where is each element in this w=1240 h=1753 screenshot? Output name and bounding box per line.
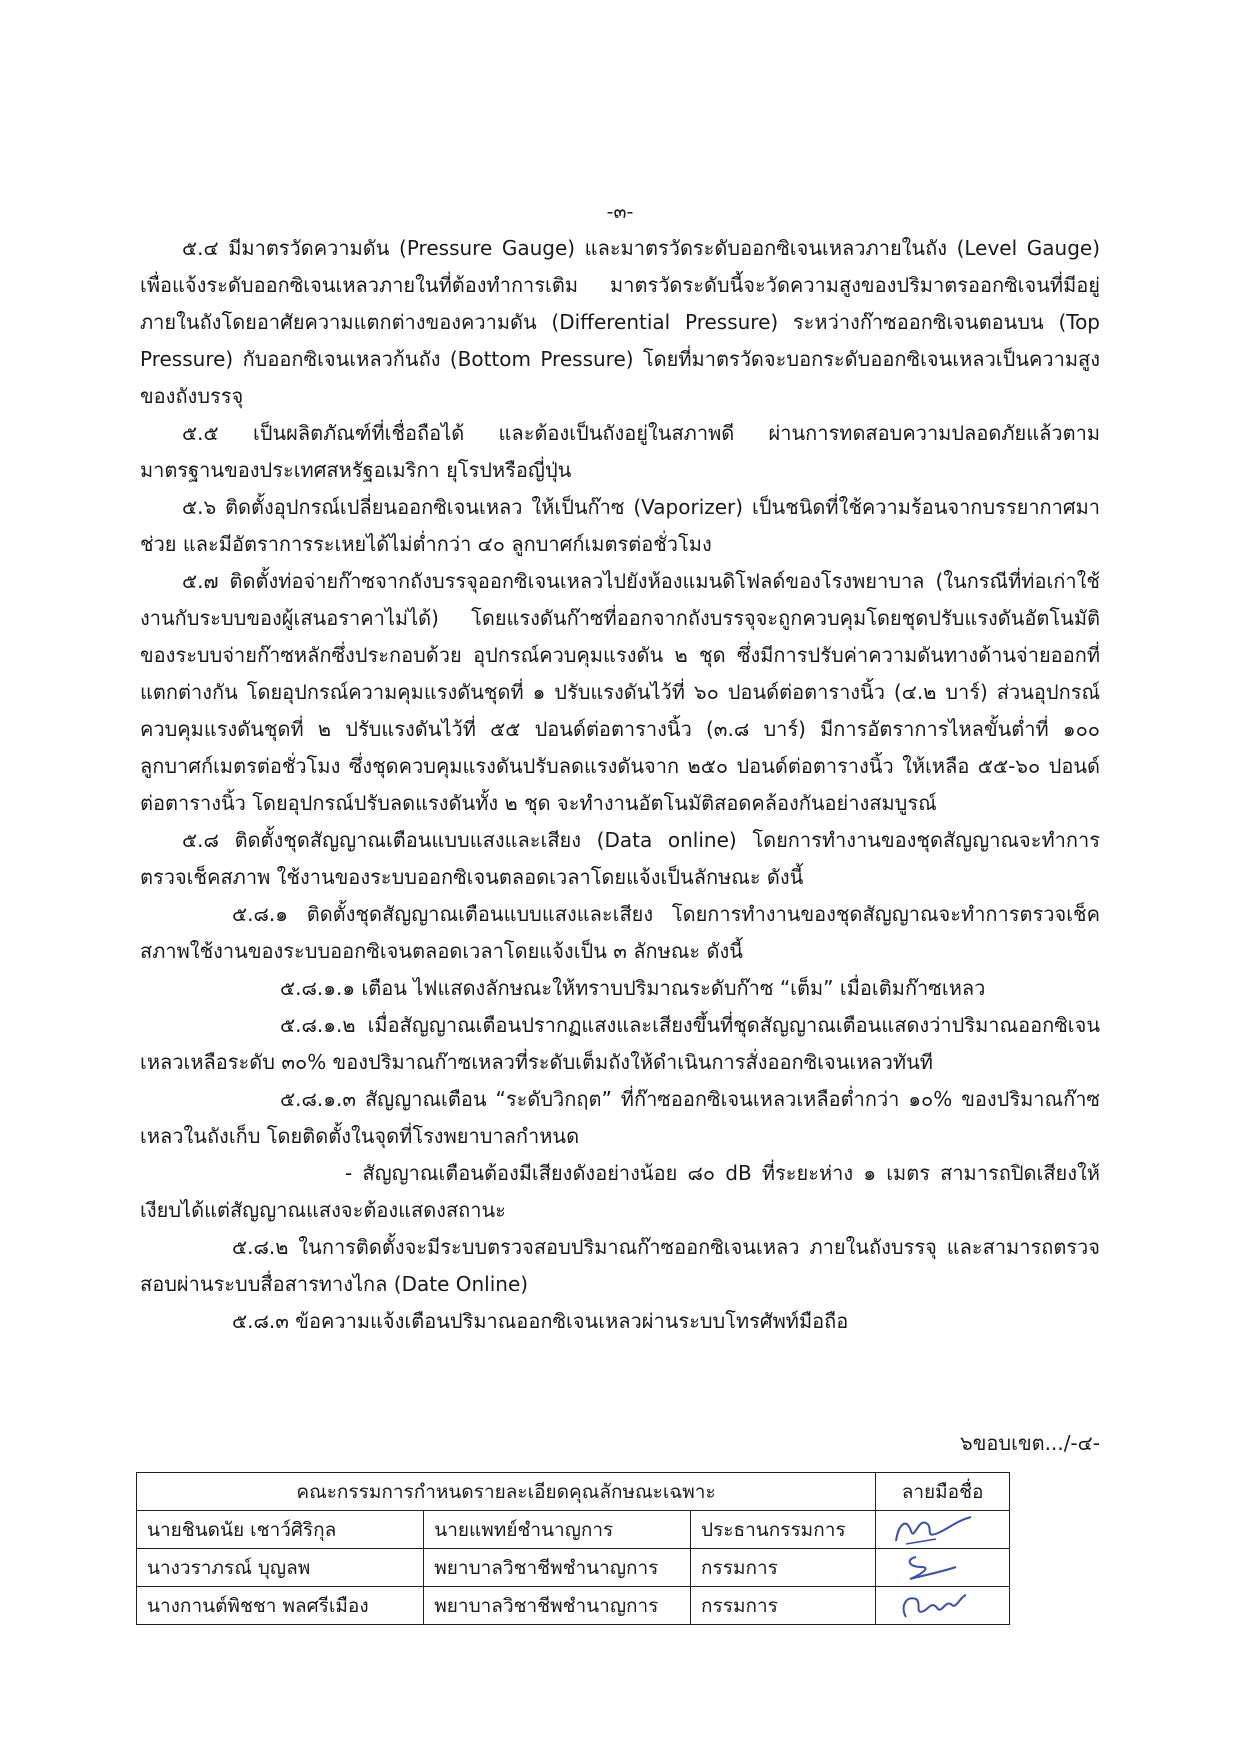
paragraph-5-8-3: ๕.๘.๓ ข้อความแจ้งเตือนปริมาณออกซิเจนเหลวผ่านระบบโทรศัพท์มือถือ — [232, 1309, 849, 1333]
paragraph-5-4: ๕.๔ มีมาตรวัดความดัน (Pressure Gauge) และมาตรวัดระดับออกซิเจนเหลวภายในถัง (Level Gauge) เพื่อแจ้งระดับออกซิเจนเหลวภายในที่ต้องทำการเติม มาตรวัดระดับนี้จะวัดความสูงของปริมาตรออกซิเจนที่มีอยู่ภายในถังโดยอาศัยความแตกต่างของความดัน (Differential Pressure) ระหว่างก๊าซออกซิเจนตอนบน (Top Pressure) กับออกซิเจนเหลวก้นถัง (Bottom Pressure) โดยที่มาตรวัดจะบอกระดับออกซิเจนเหลวเป็นความสูงของถังบรรจุ — [140, 236, 1100, 408]
table-row — [137, 1511, 1010, 1549]
signature-cell — [876, 1587, 1010, 1625]
member-position: นายแพทย์ชำนาญการ — [424, 1511, 691, 1549]
page-number: -๓- — [606, 201, 634, 223]
committee-header-row — [137, 1473, 1010, 1511]
continue-reference: ๖ขอบเขต.../-๔- — [960, 1431, 1100, 1455]
member-name: นางกานต์พิชชา พลศรีเมือง — [137, 1587, 424, 1625]
paragraph-5-8-2: ๕.๘.๒ ในการติดตั้งจะมีระบบตรวจสอบปริมาณก๊าซออกซิเจนเหลว ภายในถังบรรจุ และสามารถตรวจสอบผ่านระบบสื่อสารทางไกล (Date Online) — [140, 1235, 1100, 1296]
committee-title: คณะกรรมการกำหนดรายละเอียดคุณลักษณะเฉพาะ — [137, 1473, 876, 1511]
paragraph-5-5: ๕.๕ เป็นผลิตภัณฑ์ที่เชื่อถือได้ และต้องเป็นถังอยู่ในสภาพดี ผ่านการทดสอบความปลอดภัยแล้วตามมาตรฐานของประเทศสหรัฐอเมริกา ยุโรปหรือญี่ปุ่น — [140, 421, 1100, 482]
paragraph-5-8: ๕.๘ ติดตั้งชุดสัญญาณเตือนแบบแสงและเสียง (Data online) โดยการทำงานของชุดสัญญาณจะทำการตรวจเช็คสภาพ ใช้งานของระบบออกซิเจนตลอดเวลาโดยแจ้งเป็นลักษณะ ดังนี้ — [140, 828, 1100, 889]
signature-cell — [876, 1549, 1010, 1587]
paragraph-alarm-bullet: - สัญญาณเตือนต้องมีเสียงดังอย่างน้อย ๘๐ dB ที่ระยะห่าง ๑ เมตร สามารถปิดเสียงให้เงียบได้แต่สัญญาณแสงจะต้องแสดงสถานะ — [140, 1161, 1100, 1222]
signature-cell — [876, 1511, 1010, 1549]
table-row — [137, 1549, 1010, 1587]
member-position: พยาบาลวิชาชีพชำนาญการ — [424, 1587, 691, 1625]
handwritten-signature-3 — [876, 1587, 986, 1624]
member-name: นายชินดนัย เชาว์ศิริกุล — [137, 1511, 424, 1549]
paragraph-5-8-1-1: ๕.๘.๑.๑ เตือน ไฟแสดงลักษณะให้ทราบปริมาณระดับก๊าซ “เต็ม” เมื่อเติมก๊าซเหลว — [280, 976, 986, 1000]
member-position: พยาบาลวิชาชีพชำนาญการ — [424, 1549, 691, 1587]
member-name: นางวราภรณ์ บุญลพ — [137, 1549, 424, 1587]
paragraph-5-6: ๕.๖ ติดตั้งอุปกรณ์เปลี่ยนออกซิเจนเหลว ให้เป็นก๊าซ (Vaporizer) เป็นชนิดที่ใช้ความร้อนจากบรรยากาศมาช่วย และมีอัตราการระเหยได้ไม่ต่ำกว่า ๔๐ ลูกบาศก์เมตรต่อชั่วโมง — [140, 495, 1100, 556]
paragraph-5-8-1-2: ๕.๘.๑.๒ เมื่อสัญญาณเตือนปรากฏแสงและเสียงขึ้นที่ชุดสัญญาณเตือนแสดงว่าปริมาณออกซิเจนเหลวเหลือระดับ ๓๐% ของปริมาณก๊าซเหลวที่ระดับเต็มถังให้ดำเนินการสั่งออกซิเจนเหลวทันที — [140, 1013, 1100, 1074]
paragraph-5-8-1-3: ๕.๘.๑.๓ สัญญาณเตือน “ระดับวิกฤต” ที่ก๊าซออกซิเจนเหลวเหลือต่ำกว่า ๑๐% ของปริมาณก๊าซเหลวในถังเก็บ โดยติดตั้งในจุดที่โรงพยาบาลกำหนด — [140, 1087, 1100, 1148]
document-body — [140, 230, 1100, 1340]
handwritten-signature-2 — [876, 1549, 986, 1586]
paragraph-5-8-1: ๕.๘.๑ ติดตั้งชุดสัญญาณเตือนแบบแสงและเสียง โดยการทำงานของชุดสัญญาณจะทำการตรวจเช็คสภาพใช้งานของระบบออกซิเจนตลอดเวลาโดยแจ้งเป็น ๓ ลักษณะ ดังนี้ — [140, 902, 1100, 963]
member-role: ประธานกรรมการ — [691, 1511, 876, 1549]
paragraph-5-7: ๕.๗ ติดตั้งท่อจ่ายก๊าซจากถังบรรจุออกซิเจนเหลวไปยังห้องแมนดิโฟลด์ของโรงพยาบาล (ในกรณีที่ท่อเก่าใช้งานกับระบบของผู้เสนอราคาไม่ได้) โดยแรงดันก๊าซที่ออกจากถังบรรจุจะถูกควบคุมโดยชุดปรับแรงดันอัตโนมัติของระบบจ่ายก๊าซหลักซึ่งประกอบด้วย อุปกรณ์ควบคุมแรงดัน ๒ ชุด ซึ่งมีการปรับค่าความดันทางด้านจ่ายออกที่แตกต่างกัน โดยอุปกรณ์ความคุมแรงดันชุดที่ ๑ ปรับแรงดันไว้ที่ ๖๐ ปอนด์ต่อตารางนิ้ว (๔.๒ บาร์) ส่วนอุปกรณ์ควบคุมแรงดันชุดที่ ๒ ปรับแรงดันไว้ที่ ๕๕ ปอนด์ต่อตารางนิ้ว (๓.๘ บาร์) มีการอัตราการไหลขั้นต่ำที่ ๑๐๐ ลูกบาศก์เมตรต่อชั่วโมง ซึ่งชุดควบคุมแรงดันปรับลดแรงดันจาก ๒๕๐ ปอนด์ต่อตารางนิ้ว ให้เหลือ ๕๕-๖๐ ปอนด์ต่อตารางนิ้ว โดยอุปกรณ์ปรับลดแรงดันทั้ง ๒ ชุด จะทำงานอัตโนมัติสอดคล้องกันอย่างสมบูรณ์ — [140, 569, 1100, 815]
table-row — [137, 1587, 1010, 1625]
member-role: กรรมการ — [691, 1549, 876, 1587]
handwritten-signature-1 — [876, 1511, 986, 1548]
signature-header: ลายมือชื่อ — [876, 1473, 1010, 1511]
committee-table — [136, 1472, 1010, 1625]
member-role: กรรมการ — [691, 1587, 876, 1625]
